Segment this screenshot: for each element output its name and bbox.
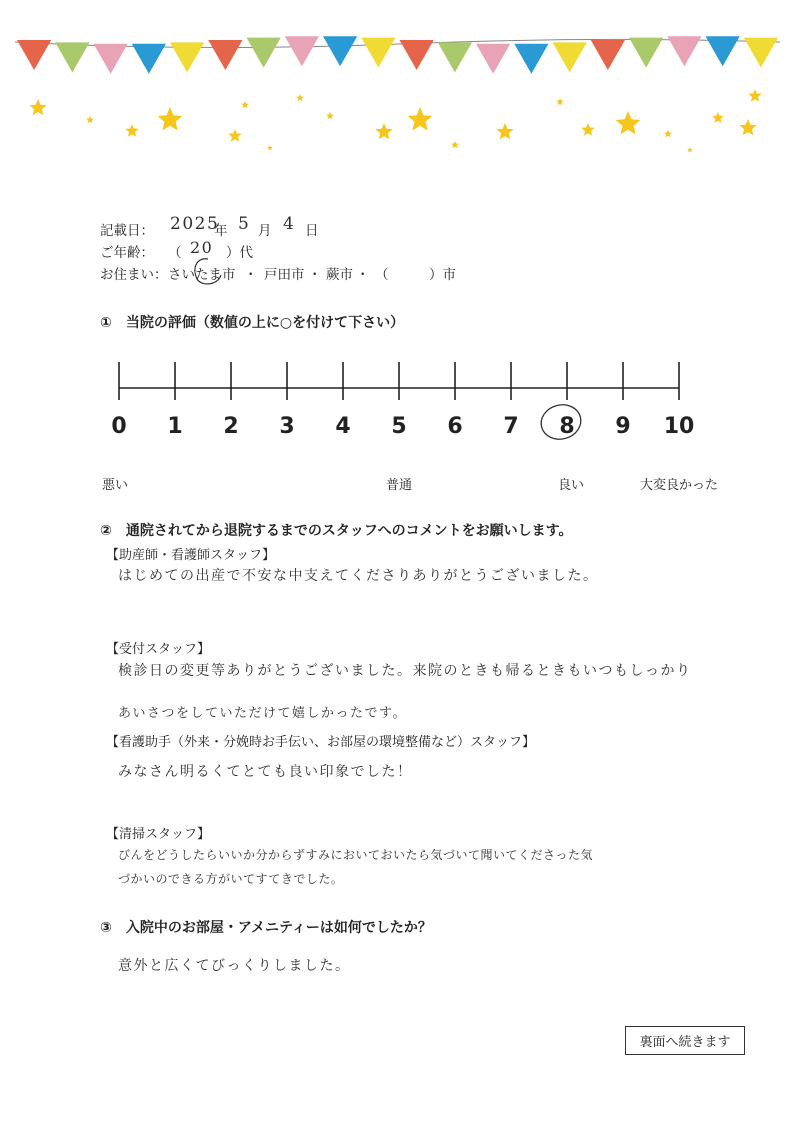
star-decoration <box>687 147 693 152</box>
star-decoration <box>267 145 273 150</box>
cleaning-staff-comment-line2: づかいのできる方がいてすてきでした。 <box>118 872 344 886</box>
star-decoration <box>556 98 564 105</box>
date-month-handwritten: 5 <box>238 214 251 234</box>
bunting-flag <box>285 36 319 66</box>
bunting-flag <box>438 42 472 72</box>
bunting-flag <box>744 38 778 68</box>
date-day-unit: 日 <box>305 223 319 239</box>
age-open-paren: （ <box>168 245 182 261</box>
date-year-handwritten: 2025 <box>170 214 220 234</box>
residence-separator: ・ <box>244 267 258 283</box>
bunting-flag <box>247 38 281 68</box>
bunting-flag <box>629 38 663 68</box>
bunting-banner <box>0 0 800 170</box>
cleaning-staff-comment-line1: びんをどうしたらいいか分からずすみにおいておいたら気づいて聞いてくださった気 <box>118 848 594 862</box>
reception-staff-comment-line2: あいさつをしていただけて嬉しかったです。 <box>118 706 407 721</box>
bunting-flag <box>323 36 357 66</box>
rating-tick-label: 1 <box>167 414 183 439</box>
date-day-handwritten: 4 <box>283 214 296 234</box>
star-decoration <box>616 111 641 135</box>
star-decoration <box>241 101 249 108</box>
section1-title: ① 当院の評価（数値の上に○を付けて下さい） <box>100 315 405 331</box>
section3-comment: 意外と広くてびっくりしました。 <box>118 958 351 974</box>
bunting-flag <box>208 40 242 70</box>
reception-staff-label: 【受付スタッフ】 <box>106 642 211 657</box>
residence-option-toda: 戸田市 <box>264 267 305 283</box>
assistant-staff-comment: みなさん明るくてとても良い印象でした！ <box>118 764 413 780</box>
residence-option-other: （ ）市 <box>375 267 456 283</box>
date-label: 記載日： <box>100 223 154 239</box>
rating-tick-label: 8 <box>559 414 575 439</box>
age-label: ご年齢： <box>100 245 154 261</box>
bunting-flag <box>667 36 701 66</box>
bunting-flag <box>591 40 625 70</box>
rating-word-bad: 悪い <box>102 478 129 493</box>
residence-separator: ・ <box>356 267 370 283</box>
residence-label: お住まい： <box>100 267 168 283</box>
star-decoration <box>748 89 761 102</box>
assistant-staff-label: 【看護助手（外来・分娩時お手伝い、お部屋の環境整備など）スタッフ】 <box>106 735 536 750</box>
star-decoration <box>228 129 241 142</box>
continue-on-back-label: 裏面へ続きます <box>625 1026 745 1055</box>
rating-word-good: 良い <box>558 478 585 493</box>
residence-option-saitama: さいたま市 <box>168 267 236 283</box>
midwife-staff-comment: はじめての出産で不安な中支えてくださりありがとうございました。 <box>118 568 599 584</box>
rating-word-very-good: 大変良かった <box>640 478 719 493</box>
section2-title: ② 通院されてから退院するまでのスタッフへのコメントをお願いします。 <box>100 523 573 539</box>
age-handwritten: 20 <box>190 238 214 257</box>
bunting-flag <box>17 40 51 70</box>
rating-tick-label: 4 <box>335 414 351 439</box>
rating-tick-label: 5 <box>391 414 407 439</box>
star-decoration <box>375 123 392 139</box>
rating-tick-label: 6 <box>447 414 463 439</box>
date-year-unit: 年 <box>214 223 228 239</box>
star-decoration <box>712 112 723 123</box>
residence-selected-circle <box>190 255 224 289</box>
bunting-flag <box>553 42 587 72</box>
bunting-flag <box>94 44 128 74</box>
bunting-flag <box>170 42 204 72</box>
age-close-paren: ）代 <box>226 245 253 261</box>
rating-tick-label: 10 <box>663 414 695 439</box>
residence-option-warabi: 蕨市 <box>326 267 353 283</box>
bunting-flag <box>476 44 510 74</box>
star-decoration <box>125 124 138 137</box>
star-decoration <box>496 123 513 139</box>
bunting-flag <box>132 44 166 74</box>
section3-title: ③ 入院中のお部屋・アメニティーは如何でしたか？ <box>100 920 432 936</box>
bunting-flag <box>361 38 395 68</box>
star-decoration <box>739 119 756 135</box>
midwife-staff-label: 【助産師・看護師スタッフ】 <box>106 548 276 563</box>
rating-word-normal: 普通 <box>386 478 413 493</box>
bunting-flag <box>400 40 434 70</box>
rating-tick-label: 3 <box>279 414 295 439</box>
star-decoration <box>664 130 672 137</box>
bunting-flag <box>514 44 548 74</box>
star-decoration <box>296 94 304 101</box>
star-decoration <box>29 99 46 115</box>
star-decoration <box>408 107 433 131</box>
date-month-unit: 月 <box>258 223 272 239</box>
star-decoration <box>326 112 334 119</box>
star-decoration <box>158 107 183 131</box>
bunting-flag <box>55 42 89 72</box>
star-decoration <box>451 141 459 148</box>
cleaning-staff-label: 【清掃スタッフ】 <box>106 827 211 842</box>
reception-staff-comment-line1: 検診日の変更等ありがとうございました。来院のときも帰るときもいつもしっかり <box>118 663 692 679</box>
rating-tick-label: 7 <box>503 414 519 439</box>
star-decoration <box>86 116 94 123</box>
star-decoration <box>581 123 594 136</box>
rating-tick-label: 0 <box>111 414 127 439</box>
rating-tick-label: 2 <box>223 414 239 439</box>
rating-tick-label: 9 <box>615 414 631 439</box>
bunting-flag <box>706 36 740 66</box>
residence-separator: ・ <box>308 267 322 283</box>
